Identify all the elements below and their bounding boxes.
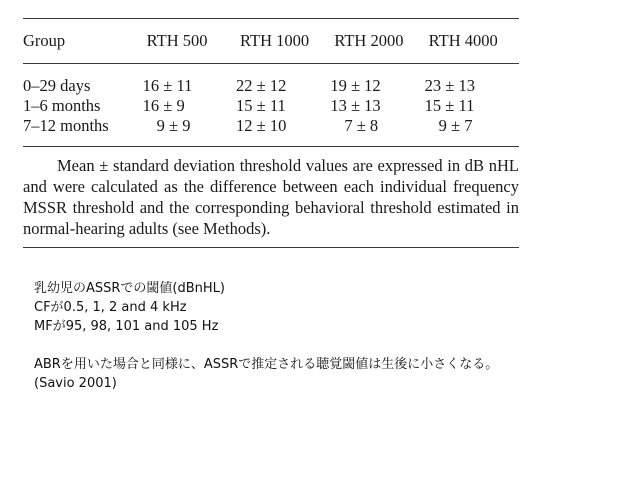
table-header-row: [23, 19, 519, 63]
header-group: Group: [23, 31, 66, 50]
table-cell: 19 ± 12: [330, 76, 381, 95]
header-rth-1000: RTH 1000: [240, 31, 310, 50]
note-line-conclusion: ABRを用いた場合と同様に、ASSRで推定される聴覚閾値は生後に小さくなる。: [34, 357, 499, 372]
row-group-label: 1–6 months: [23, 96, 101, 115]
slide-notes: [34, 279, 498, 393]
row-group-label: 7–12 months: [23, 116, 109, 135]
table-cell: 7 ± 8: [344, 116, 379, 135]
table-cell: 12 ± 10: [236, 116, 287, 135]
table-bottom-rule: [23, 247, 519, 248]
header-rth-500: RTH 500: [146, 31, 208, 50]
table-cell: 15 ± 11: [236, 96, 286, 115]
threshold-table: [23, 19, 519, 146]
note-line-cf: CFが0.5, 1, 2 and 4 kHz: [34, 300, 187, 315]
note-line-mf: MFが95, 98, 101 and 105 Hz: [34, 319, 219, 334]
table-row: [23, 64, 519, 96]
table-cell: 13 ± 13: [330, 96, 381, 115]
table-cell: 23 ± 13: [424, 76, 475, 95]
table-cell: 22 ± 12: [236, 76, 287, 95]
header-rth-4000: RTH 4000: [428, 31, 498, 50]
table-cell: 16 ± 9: [142, 96, 185, 115]
threshold-table-figure: [23, 18, 519, 248]
note-line-threshold: 乳幼児のASSRでの閾値(dBnHL): [34, 281, 226, 296]
table-footnote-text: Mean ± standard deviation threshold values are expressed in dB nHL and were calculated as the difference between each individual frequency MSSR threshold and the corresponding behavioral threshold estimated in normal-hearing adults (see Methods).: [23, 156, 519, 238]
note-line-citation: (Savio 2001): [34, 376, 117, 391]
table-row: [23, 96, 519, 116]
note-spacer: [34, 336, 498, 355]
header-rth-2000: RTH 2000: [334, 31, 404, 50]
table-cell: 9 ± 9: [156, 116, 191, 135]
table-cell: 9 ± 7: [438, 116, 473, 135]
table-row: [23, 116, 519, 146]
table-cell: 16 ± 11: [142, 76, 193, 95]
table-footnote: [23, 147, 519, 247]
row-group-label: 0–29 days: [23, 76, 91, 95]
table-cell: 15 ± 11: [424, 96, 475, 115]
